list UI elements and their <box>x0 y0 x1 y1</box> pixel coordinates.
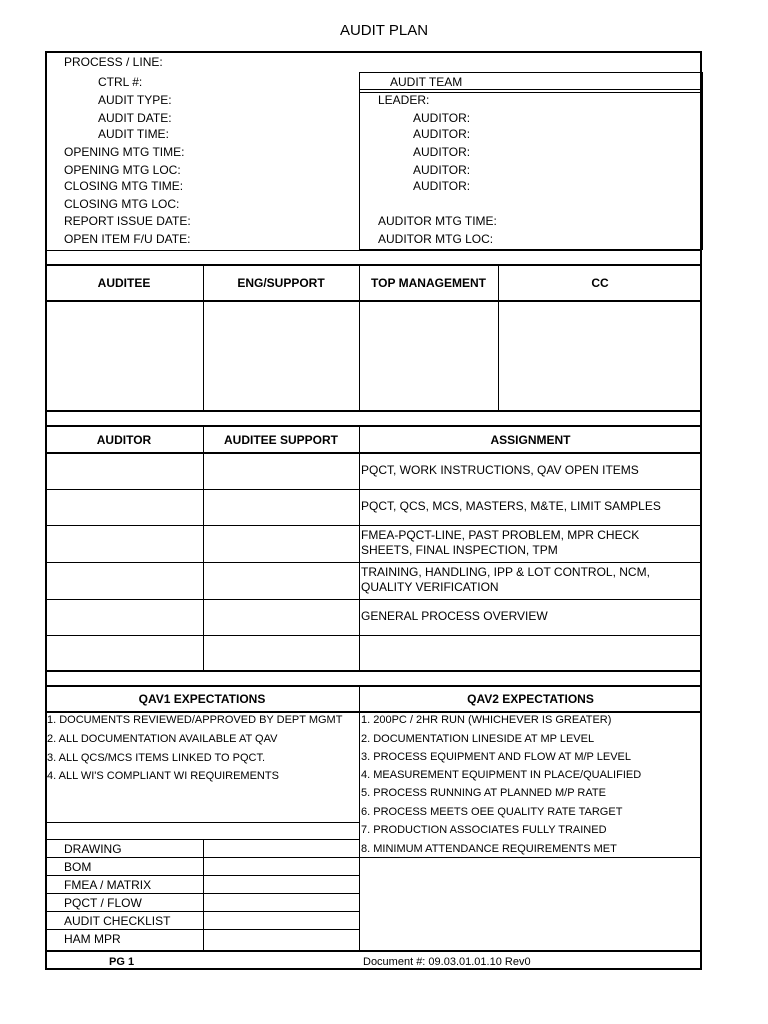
eng-support-header: ENG/SUPPORT <box>237 276 325 290</box>
qav1-item: 3. ALL QCS/MCS ITEMS LINKED TO PQCT. <box>47 752 266 764</box>
divider <box>45 822 359 823</box>
qav2-item: 8. MINIMUM ATTENDANCE REQUIREMENTS MET <box>361 843 617 855</box>
assignment-cell: FMEA-PQCT-LINE, PAST PROBLEM, MPR CHECK SHEETS, FINAL INSPECTION, TPM <box>361 528 640 557</box>
divider <box>45 929 359 930</box>
qav2-item: 7. PRODUCTION ASSOCIATES FULLY TRAINED <box>361 824 607 836</box>
audit-team-heading: AUDIT TEAM <box>390 75 463 89</box>
divider <box>45 635 702 636</box>
doc-item-drawing: DRAWING <box>64 842 122 856</box>
qav2-header: QAV2 EXPECTATIONS <box>467 692 594 706</box>
divider <box>45 425 702 427</box>
doc-item-bom: BOM <box>64 860 92 874</box>
divider <box>45 950 702 952</box>
doc-item-pqct: PQCT / FLOW <box>64 896 142 910</box>
doc-item-fmea: FMEA / MATRIX <box>64 878 152 892</box>
divider <box>45 599 702 600</box>
divider <box>45 525 702 526</box>
assignment-cell: PQCT, QCS, MCS, MASTERS, M&TE, LIMIT SAMPLES <box>361 499 661 513</box>
process-line-label: PROCESS / LINE: <box>64 55 163 69</box>
document-number: Document #: 09.03.01.01.10 Rev0 <box>363 956 531 968</box>
divider <box>45 875 359 876</box>
qav1-item: 2. ALL DOCUMENTATION AVAILABLE AT QAV <box>47 733 278 745</box>
report-issue-date-label: REPORT ISSUE DATE: <box>64 214 191 228</box>
divider <box>45 250 702 251</box>
assignment-cell: TRAINING, HANDLING, IPP & LOT CONTROL, NCM, QUALITY VERIFICATION <box>361 565 650 594</box>
auditor-label: AUDITOR: <box>413 179 471 193</box>
qav1-header: QAV1 EXPECTATIONS <box>138 692 266 706</box>
divider <box>45 410 702 412</box>
divider <box>359 685 360 951</box>
divider <box>45 685 702 687</box>
divider <box>359 425 360 671</box>
qav1-item: 1. DOCUMENTS REVIEWED/APPROVED BY DEPT MGMT <box>47 714 343 726</box>
audit-date-label: AUDIT DATE: <box>98 111 172 125</box>
divider <box>203 425 204 671</box>
divider <box>45 562 702 563</box>
divider <box>45 857 359 858</box>
closing-mtg-time-label: CLOSING MTG TIME: <box>64 179 184 193</box>
page-number: PG 1 <box>109 956 135 968</box>
auditor-label: AUDITOR: <box>413 111 471 125</box>
assignment-header: ASSIGNMENT <box>490 433 571 447</box>
divider <box>359 857 702 858</box>
top-management-header: TOP MANAGEMENT <box>371 276 486 290</box>
divider <box>45 670 702 672</box>
auditor-header: AUDITOR <box>96 433 152 447</box>
opening-mtg-loc-label: OPENING MTG LOC: <box>64 163 181 177</box>
auditor-label: AUDITOR: <box>413 145 471 159</box>
divider <box>45 264 702 266</box>
divider <box>45 489 702 490</box>
closing-mtg-loc-label: CLOSING MTG LOC: <box>64 197 180 211</box>
auditee-header: AUDITEE <box>97 276 151 290</box>
assignment-cell: PQCT, WORK INSTRUCTIONS, QAV OPEN ITEMS <box>361 463 639 477</box>
assignment-cell: GENERAL PROCESS OVERVIEW <box>361 609 548 623</box>
auditor-label: AUDITOR: <box>413 163 471 177</box>
divider <box>45 300 702 302</box>
cc-header: CC <box>591 276 609 290</box>
qav1-item: 4. ALL WI'S COMPLIANT WI REQUIREMENTS <box>47 770 279 782</box>
qav2-item: 2. DOCUMENTATION LINESIDE AT MP LEVEL <box>361 733 595 745</box>
audit-time-label: AUDIT TIME: <box>98 127 169 141</box>
divider <box>203 839 204 950</box>
opening-mtg-time-label: OPENING MTG TIME: <box>64 145 185 159</box>
qav2-item: 4. MEASUREMENT EQUIPMENT IN PLACE/QUALIFIED <box>361 769 642 781</box>
qav2-item: 6. PROCESS MEETS OEE QUALITY RATE TARGET <box>361 806 623 818</box>
divider <box>45 452 702 454</box>
divider <box>45 839 359 840</box>
audit-type-label: AUDIT TYPE: <box>98 93 172 107</box>
open-item-fu-date-label: OPEN ITEM F/U DATE: <box>64 232 191 246</box>
divider <box>359 89 703 90</box>
divider <box>45 711 702 713</box>
divider <box>45 893 359 894</box>
divider <box>45 911 359 912</box>
qav2-item: 3. PROCESS EQUIPMENT AND FLOW AT M/P LEVEL <box>361 751 631 763</box>
leader-label: LEADER: <box>378 93 430 107</box>
page-title: AUDIT PLAN <box>339 22 429 39</box>
doc-item-ham-mpr: HAM MPR <box>64 932 121 946</box>
qav2-item: 1. 200PC / 2HR RUN (WHICHEVER IS GREATER) <box>361 714 612 726</box>
qav2-item: 5. PROCESS RUNNING AT PLANNED M/P RATE <box>361 787 606 799</box>
auditor-label: AUDITOR: <box>413 127 471 141</box>
ctrl-label: CTRL #: <box>98 75 143 89</box>
auditor-mtg-time-label: AUDITOR MTG TIME: <box>378 214 497 228</box>
doc-item-checklist: AUDIT CHECKLIST <box>64 914 171 928</box>
auditee-support-header: AUDITEE SUPPORT <box>223 433 338 447</box>
auditor-mtg-loc-label: AUDITOR MTG LOC: <box>378 232 494 246</box>
